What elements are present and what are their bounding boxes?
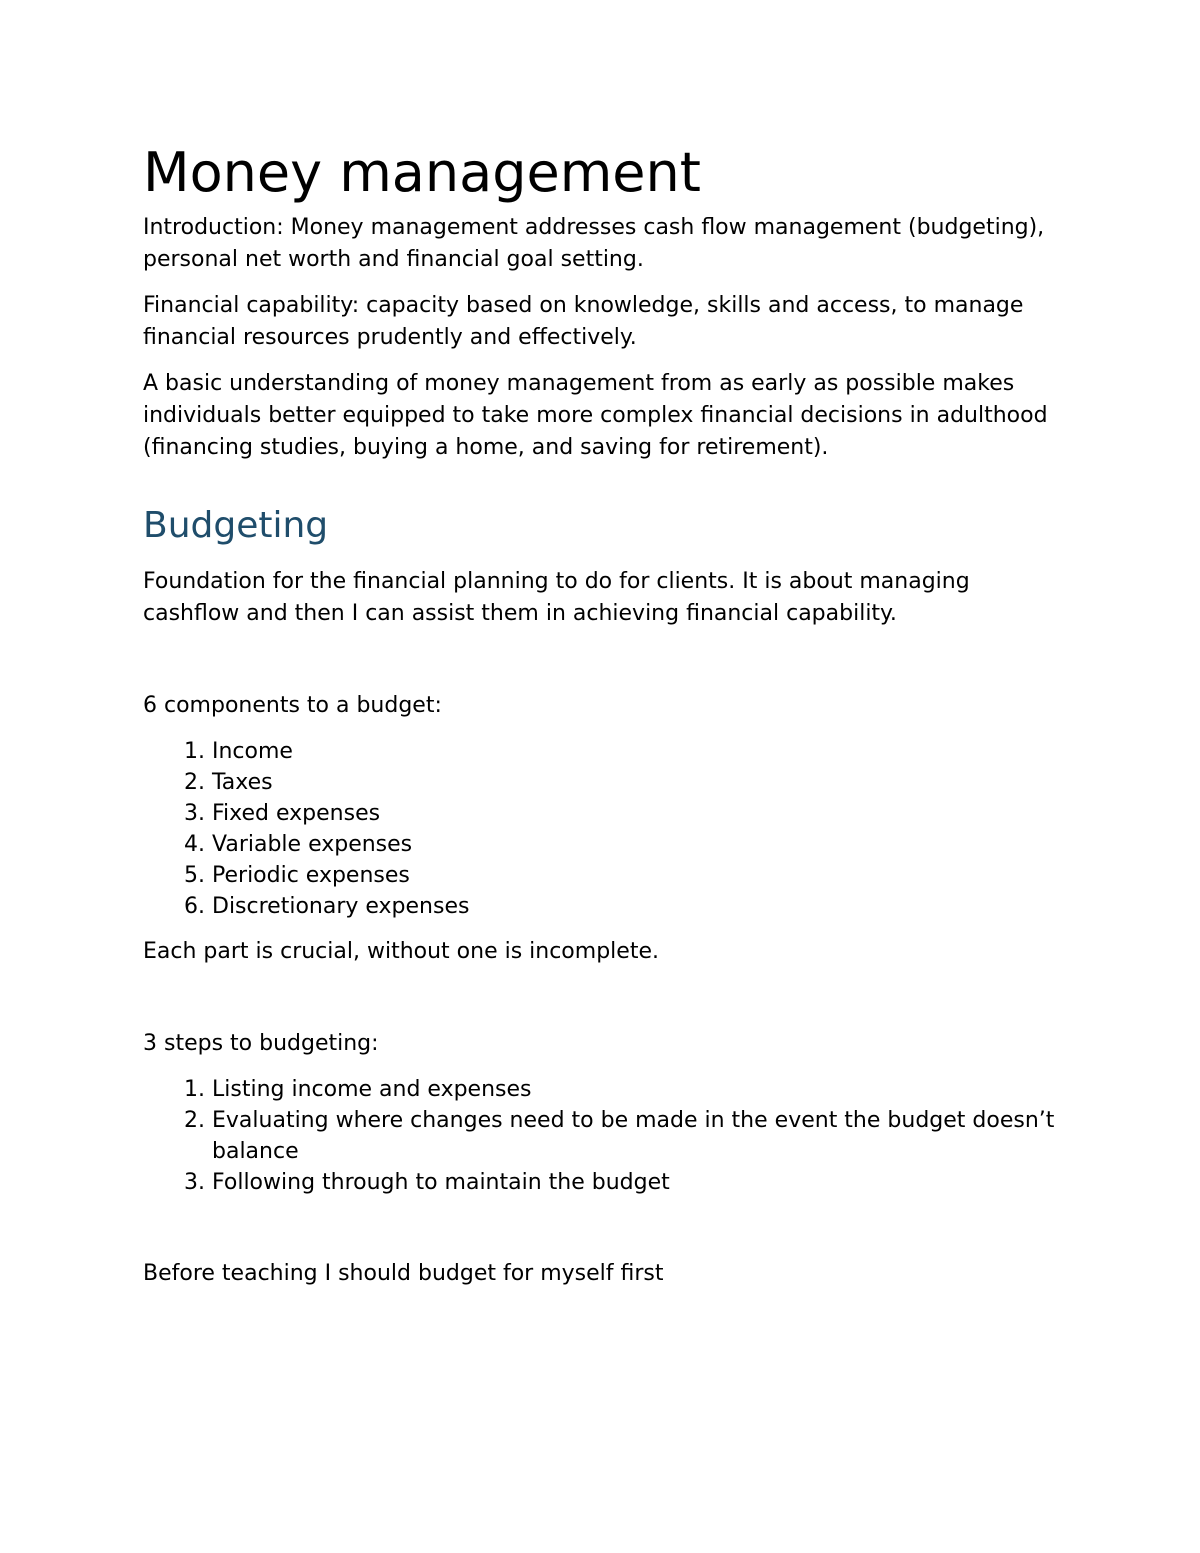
list-item: 1. Income [212,736,1063,767]
blank-line [143,1212,1063,1258]
components-note: Each part is crucial, without one is incomplete. [143,939,659,964]
list-item: 3. Following through to maintain the budget [212,1167,1063,1198]
components-intro: 6 components to a budget: [143,693,442,718]
components-list [143,736,1063,922]
blank-line [143,982,1063,1028]
blank-line [143,644,1063,690]
budgeting-foundation-paragraph: Foundation for the financial planning to do for clients. It is about managing cashflow and then I can assist them in achieving financial capability. [143,569,970,626]
list-item: 2. Evaluating where changes need to be made in the event the budget doesn’t balance [212,1105,1063,1167]
list-item: 6. Discretionary expenses [212,891,1063,922]
list-item: 2. Taxes [212,767,1063,798]
document-title: Money management [143,141,701,204]
basic-understanding-paragraph: A basic understanding of money management from as early as possible makes individuals better equipped to take more complex financial decisions in adulthood (financing studies, buying a home, and saving for retirement). [143,371,1048,460]
budgeting-heading: Budgeting [143,505,329,546]
closing-note: Before teaching I should budget for myself first [143,1261,664,1286]
intro-paragraph: Introduction: Money management addresses cash flow management (budgeting), personal net worth and financial goal setting. [143,215,1045,272]
list-item: 1. Listing income and expenses [212,1074,1063,1105]
list-item: 5. Periodic expenses [212,860,1063,891]
steps-intro: 3 steps to budgeting: [143,1031,379,1056]
list-item: 3. Fixed expenses [212,798,1063,829]
steps-list [143,1074,1063,1198]
list-item: 4. Variable expenses [212,829,1063,860]
document-page [143,138,1063,1304]
financial-capability-paragraph: Financial capability: capacity based on knowledge, skills and access, to manage financial resources prudently and effectively. [143,293,1024,350]
